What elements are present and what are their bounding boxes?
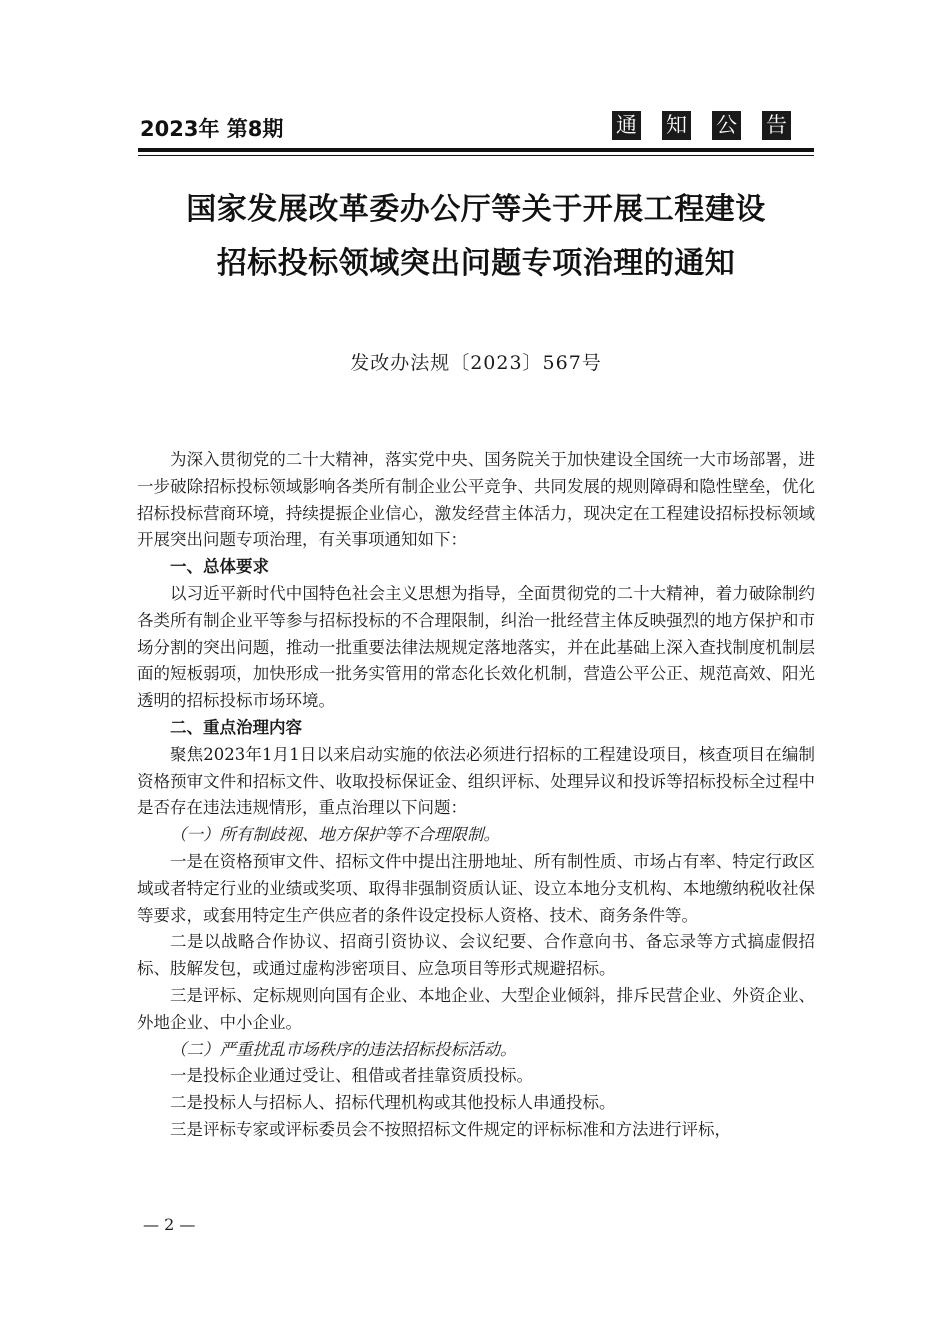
paragraph: 聚焦2023年1月1日以来启动实施的依法必须进行招标的工程建设项目，核查项目在编制资格预审文件和招标文件、收取投标保证金、组织评标、处理异议和投诉等招标投标全过程中是否存在违法违规情形，重点治理以下问题： [137, 744, 815, 818]
title-line: 国家发展改革委办公厅等关于开展工程建设 [186, 192, 766, 227]
section-char: 告 [762, 111, 791, 140]
paragraph: 以习近平新时代中国特色社会主义思想为指导，全面贯彻党的二十大精神，着力破除制约各类所有制企业平等参与招标投标的不合理限制，纠治一批经营主体反映强烈的地方保护和市场分割的突出问题，推动一批重要法律法规规定落地落实，并在此基础上深入查找制度机制层面的短板弱项，加快形成一批务实管用的常态化长效化机制，营造公平公正、规范高效、阳光透明的招标投标市场环境。 [137, 583, 815, 711]
paragraph: 二是以战略合作协议、招商引资协议、会议纪要、合作意向书、备忘录等方式搞虚假招标、肢解发包，或通过虚构涉密项目、应急项目等形式规避招标。 [137, 932, 815, 979]
header-rule [138, 148, 814, 152]
section-char: 通 [612, 111, 641, 140]
page-number: — 2 — [143, 1215, 196, 1234]
document-title [140, 183, 812, 291]
document-number: 发改办法规〔2023〕567号 [350, 352, 602, 374]
paragraph: 一是投标企业通过受让、租借或者挂靠资质投标。 [170, 1066, 533, 1086]
title-line: 招标投标领域突出问题专项治理的通知 [216, 246, 736, 281]
paragraph: 三是评标、定标规则向国有企业、本地企业、大型企业倾斜，排斥民营企业、外资企业、外地企业、中小企业。 [137, 985, 815, 1032]
section-heading: 二、重点治理内容 [170, 717, 302, 737]
paragraph: 为深入贯彻党的二十大精神，落实党中央、国务院关于加快建设全国统一大市场部署，进一步破除招标投标领域影响各类所有制企业公平竞争、共同发展的规则障碍和隐性壁垒，优化招标投标营商环境，持续提振企业信心，激发经营主体活力，现决定在工程建设招标投标领域开展突出问题专项治理，有关事项通知如下： [137, 450, 815, 550]
section-char: 知 [662, 111, 691, 140]
section-badges [612, 111, 791, 140]
paragraph: 二是投标人与招标人、招标代理机构或其他投标人串通投标。 [170, 1093, 616, 1113]
body-text [137, 447, 815, 1144]
subsection-heading: （二）严重扰乱市场秩序的违法招标投标活动。 [170, 1039, 517, 1059]
section-heading: 一、总体要求 [170, 557, 269, 577]
paragraph: 三是评标专家或评标委员会不按照招标文件规定的评标标准和方法进行评标， [170, 1119, 731, 1139]
header-rule-thin [138, 155, 814, 156]
paragraph: 一是在资格预审文件、招标文件中提出注册地址、所有制性质、市场占有率、特定行政区域或者特定行业的业绩或奖项、取得非强制资质认证、设立本地分支机构、本地缴纳税收社保等要求，或套用特定生产供应者的条件设定投标人资格、技术、商务条件等。 [137, 851, 815, 925]
issue-label: 2023年 第8期 [140, 117, 284, 141]
section-char: 公 [712, 111, 741, 140]
subsection-heading: （一）所有制歧视、地方保护等不合理限制。 [170, 825, 500, 845]
